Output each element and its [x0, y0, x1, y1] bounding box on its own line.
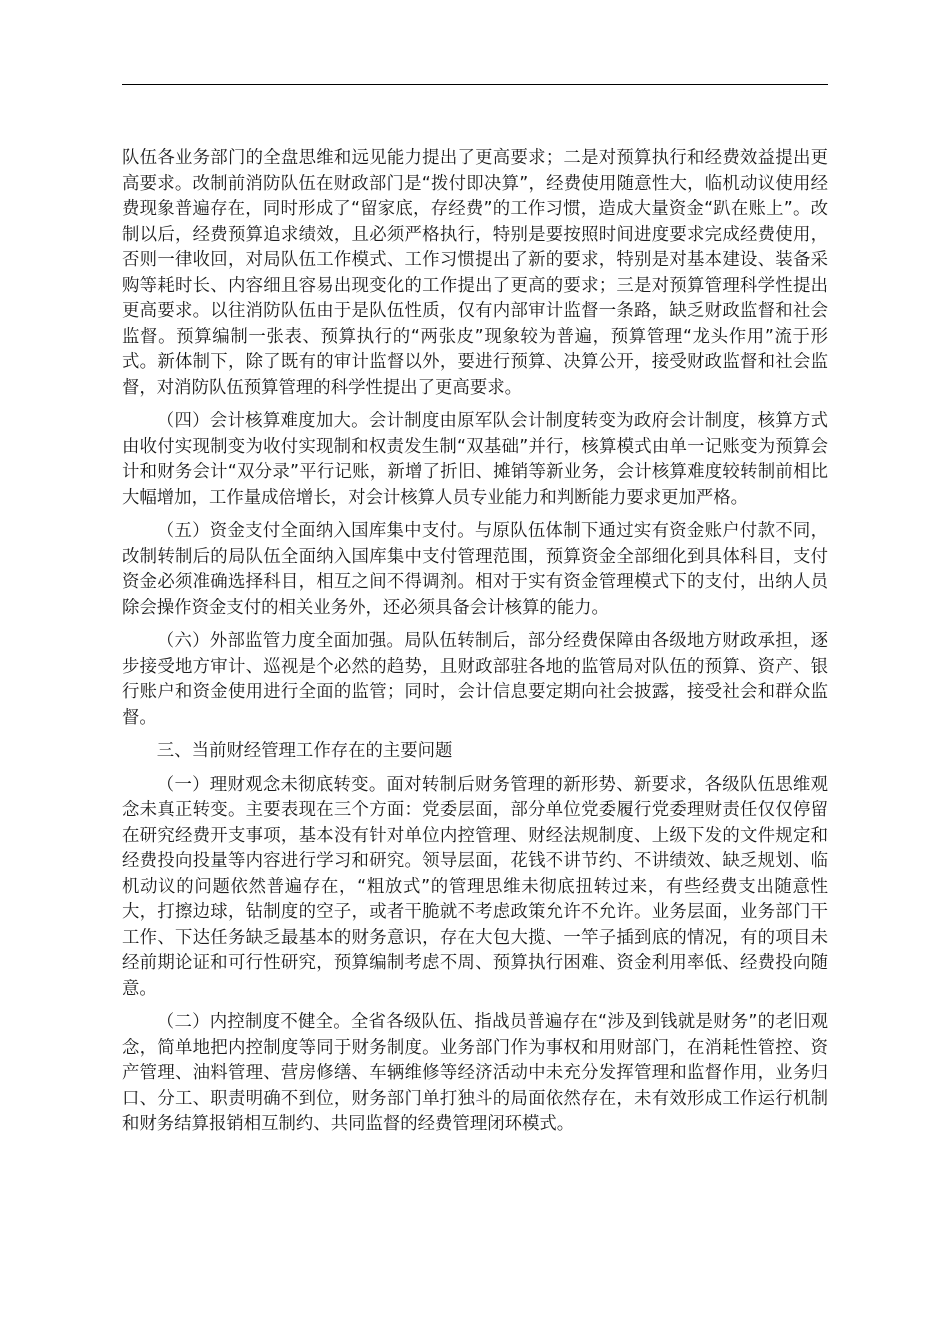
paragraph-accounting-difficulty: （四）会计核算难度加大。会计制度由原军队会计制度转变为政府会计制度，核算方式由收付实现制变为收付实现制和权责发生制“双基础”并行，核算模式由单一记账变为预算会计和财务会计“双分录”平行记账，新增了折旧、摊销等新业务，会计核算难度较转制前相比大幅增加，工作量成倍增长，对会计核算人员专业能力和判断能力要求更加严格。: [122, 411, 828, 508]
document-body: [122, 146, 828, 1146]
paragraph-treasury-payment: （五）资金支付全面纳入国库集中支付。与原队伍体制下通过实有资金账户付款不同，改制转制后的局队伍全面纳入国库集中支付管理范围，预算资金全部细化到具体科目，支付资金必须准确选择科目，相互之间不得调剂。相对于实有资金管理模式下的支付，出纳人员除会操作资金支付的相关业务外，还必须具备会计核算的能力。: [122, 521, 828, 618]
paragraph-internal-control: （二）内控制度不健全。全省各级队伍、指战员普遍存在“涉及到钱就是财务”的老旧观念，简单地把内控制度等同于财务制度。业务部门作为事权和用财部门，在消耗性管控、资产管理、油料管理、营房修缮、车辆维修等经济活动中未充分发挥管理和监督作用，业务归口、分工、职责明确不到位，财务部门单打独斗的局面依然存在，未有效形成工作运行机制和财务结算报销相互制约、共同监督的经费管理闭环模式。: [122, 1012, 828, 1134]
paragraph-financial-concept: （一）理财观念未彻底转变。面对转制后财务管理的新形势、新要求，各级队伍思维观念未真正转变。主要表现在三个方面：党委层面，部分单位党委履行党委理财责任仅仅停留在研究经费开支事项，基本没有针对单位内控管理、财经法规制度、上级下发的文件规定和经费投向投量等内容进行学习和研究。领导层面，花钱不讲节约、不讲绩效、缺乏规划、临机动议的问题依然普遍存在，“粗放式”的管理思维未彻底扭转过来，有些经费支出随意性大，打擦边球，钻制度的空子，或者干脆就不考虑政策允许不允许。业务层面，业务部门干工作、下达任务缺乏最基本的财务意识，存在大包大揽、一竿子插到底的情况，有的项目未经前期论证和可行性研究，预算编制考虑不周、预算执行困难、资金利用率低、经费投向随意。: [122, 774, 828, 999]
header-rule: [122, 84, 828, 85]
paragraph-budget-requirements: 队伍各业务部门的全盘思维和远见能力提出了更高要求；二是对预算执行和经费效益提出更高要求。改制前消防队伍在财政部门是“拨付即决算”，经费使用随意性大，临机动议使用经费现象普遍存在，同时形成了“留家底，存经费”的工作习惯，造成大量资金“趴在账上”。改制以后，经费预算追求绩效，且必须严格执行，特别是要按照时间进度要求完成经费使用，否则一律收回，对局队伍工作模式、工作习惯提出了新的要求，特别是对基本建设、装备采购等耗时长、内容细且容易出现变化的工作提出了更高的要求；三是对预算管理科学性提出更高要求。以往消防队伍由于是队伍性质，仅有内部审计监督一条路，缺乏财政监督和社会监督。预算编制一张表、预算执行的“两张皮”现象较为普遍，预算管理“龙头作用”流于形式。新体制下，除了既有的审计监督以外，要进行预算、决算公开，接受财政监督和社会监督，对消防队伍预算管理的科学性提出了更高要求。: [122, 148, 828, 398]
section-heading-main-problems: 三、当前财经管理工作存在的主要问题: [156, 741, 453, 761]
paragraph-external-supervision: （六）外部监管力度全面加强。局队伍转制后，部分经费保障由各级地方财政承担，逐步接受地方审计、巡视是个必然的趋势，且财政部驻各地的监管局对队伍的预算、资产、银行账户和资金使用进行全面的监管；同时，会计信息要定期向社会披露，接受社会和群众监督。: [122, 631, 828, 728]
